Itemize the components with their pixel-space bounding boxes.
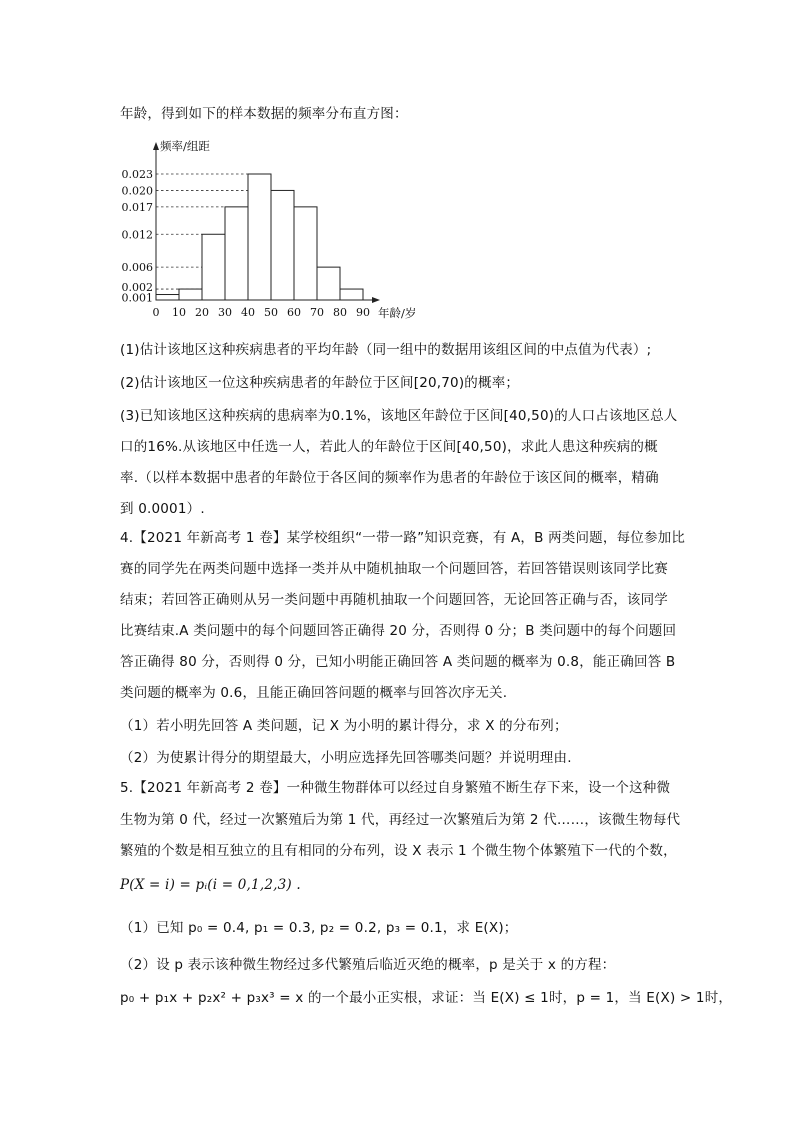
y-tick-label: 0.017 [121, 200, 153, 214]
q3-part3-line2: 口的16%.从该地区中任选一人，若此人的年龄位于区间[40,50)，求此人患这种疾病的概 [120, 439, 658, 455]
histogram-bar [202, 234, 225, 300]
q3-part3-line4: 到 0.0001）. [120, 501, 205, 517]
histogram-bar [271, 190, 294, 300]
histogram-bar [156, 295, 179, 300]
q5-sub1: （1）已知 p₀ = 0.4, p₁ = 0.3, p₂ = 0.2, p₃ = 0.1，求 E(X)； [120, 920, 518, 936]
x-tick-label: 30 [218, 306, 232, 319]
q5-sub2: （2）设 p 表示该种微生物经过多代繁殖后临近灭绝的概率，p 是关于 x 的方程： [120, 957, 616, 973]
q4-line1: 4.【2021 年新高考 1 卷】某学校组织“一带一路”知识竞赛，有 A，B 两类问题，每位参加比 [120, 530, 686, 546]
q5-line3: 繁殖的个数是相互独立的且有相同的分布列，设 X 表示 1 个微生物个体繁殖下一代的个数， [120, 843, 677, 859]
y-tick-label: 0.023 [121, 168, 153, 181]
x-tick-label: 50 [264, 306, 278, 319]
q3-part1: (1)估计该地区这种疾病患者的平均年龄（同一组中的数据用该组区间的中点值为代表）; [120, 342, 652, 358]
q5-line2: 生物为第 0 代，经过一次繁殖后为第 1 代，再经过一次繁殖后为第 2 代……，该微生物每代 [120, 812, 681, 828]
x-tick-label: 40 [241, 306, 255, 319]
histogram-bar [294, 207, 317, 300]
q5-formula: P(X = i) = pᵢ(i = 0,1,2,3) . [120, 877, 301, 893]
histogram-bar [225, 207, 248, 300]
x-tick-label: 20 [195, 306, 209, 319]
q3-part3-line3: 率.（以样本数据中患者的年龄位于各区间的频率作为患者的年龄位于该区间的概率，精确 [120, 470, 659, 486]
y-tick-label: 0.006 [121, 261, 153, 275]
histogram-bar [317, 267, 340, 300]
x-tick-label: 10 [172, 306, 186, 319]
histogram-bar [179, 289, 202, 300]
y-axis-arrow-icon [153, 142, 159, 150]
q5-line1: 5.【2021 年新高考 2 卷】一种微生物群体可以经过自身繁殖不断生存下来，设一个这种微 [120, 780, 671, 796]
q4-line3: 结束；若回答正确则从另一类问题中再随机抽取一个问题回答，无论回答正确与否，该同学 [120, 592, 668, 608]
x-axis-label: 年龄/岁 [378, 306, 417, 320]
frequency-histogram [112, 136, 452, 326]
q3-part3-line1: (3)已知该地区这种疾病的患病率为0.1%，该地区年龄位于区间[40,50)的人口占该地区总人 [120, 408, 678, 424]
y-tick-label: 0.001 [121, 291, 153, 305]
y-tick-label: 0.012 [121, 228, 153, 242]
intro-text: 年龄，得到如下的样本数据的频率分布直方图： [120, 106, 408, 122]
x-axis-arrow-icon [372, 297, 380, 303]
q5-equation-line: p₀ + p₁x + p₂x² + p₃x³ = x 的一个最小正实根，求证：当 E(X) ≤ 1时，p = 1，当 E(X) > 1时， [120, 990, 733, 1006]
q3-part2: (2)估计该地区一位这种疾病患者的年龄位于区间[20,70)的概率； [120, 375, 520, 391]
histogram-bar [248, 174, 271, 300]
x-tick-label: 60 [287, 306, 301, 319]
x-tick-label: 80 [333, 306, 347, 319]
histogram-bar [340, 289, 363, 300]
y-axis-label: 频率/组距 [160, 139, 210, 153]
q4-sub2: （2）为使累计得分的期望最大，小明应选择先回答哪类问题？并说明理由. [120, 750, 572, 766]
q4-sub1: （1）若小明先回答 A 类问题，记 X 为小明的累计得分，求 X 的分布列； [120, 718, 568, 734]
x-tick-label: 0 [152, 306, 160, 319]
q4-line5: 答正确得 80 分，否则得 0 分，已知小明能正确回答 A 类问题的概率为 0.8，能正确回答 B [120, 654, 676, 670]
q4-line2: 赛的同学先在两类问题中选择一类并从中随机抽取一个问题回答，若回答错误则该同学比赛 [120, 561, 668, 577]
x-tick-label: 90 [356, 306, 370, 319]
y-tick-label: 0.002 [121, 281, 153, 295]
q4-line6: 类问题的概率为 0.6，且能正确回答问题的概率与回答次序无关. [120, 685, 508, 701]
y-tick-label: 0.020 [121, 184, 153, 198]
x-tick-label: 70 [310, 306, 324, 319]
q4-line4: 比赛结束.A 类问题中的每个问题回答正确得 20 分，否则得 0 分；B 类问题中的每个问题回 [120, 623, 677, 639]
